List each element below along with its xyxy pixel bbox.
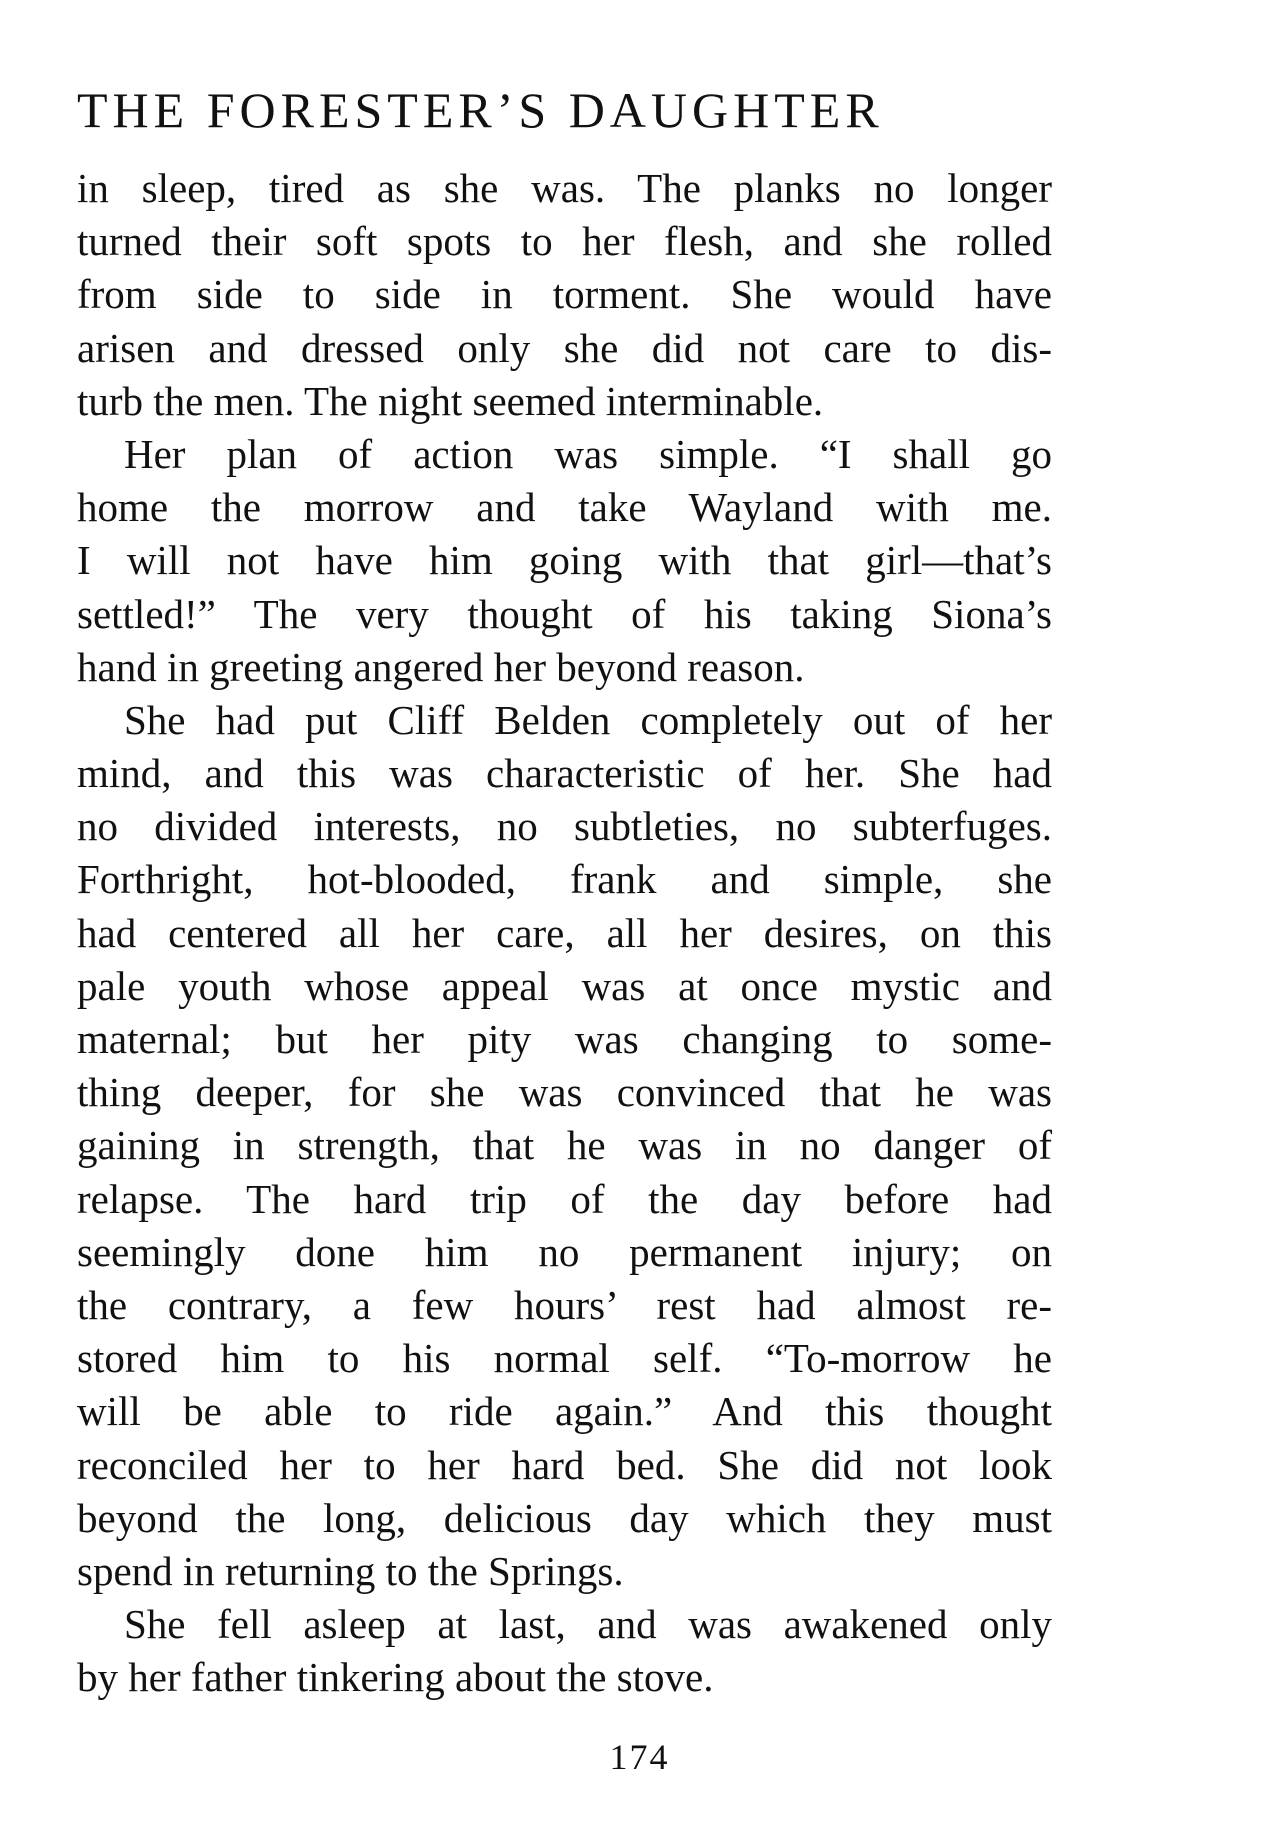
text-line: pale youth whose appeal was at once mystic and (77, 962, 1052, 1009)
text-line: will be able to ride again.” And this thought (77, 1388, 1052, 1435)
text-line: beyond the long, delicious day which they must (77, 1494, 1052, 1541)
text-line: gaining in strength, that he was in no danger of (77, 1122, 1052, 1169)
text-line: from side to side in torment. She would have (77, 271, 1052, 318)
text-line: had centered all her care, all her desires, on this (77, 909, 1052, 956)
text-line: seemingly done him no permanent injury; on (77, 1228, 1052, 1275)
text-line: turb the men. The night seemed interminable. (77, 377, 824, 424)
text-line: mind, and this was characteristic of her. She had (77, 750, 1052, 797)
text-line: Her plan of action was simple. “I shall go (124, 430, 1052, 477)
text-line: turned their soft spots to her flesh, and she rolled (77, 218, 1052, 265)
text-line: settled!” The very thought of his taking Siona’s (77, 590, 1052, 637)
text-line: She had put Cliff Belden completely out of her (124, 696, 1052, 743)
text-line: thing deeper, for she was convinced that he was (77, 1069, 1052, 1116)
text-line: no divided interests, no subtleties, no subterfuges. (77, 803, 1052, 850)
text-line: by her father tinkering about the stove. (77, 1654, 714, 1701)
text-line: stored him to his normal self. “To-morrow he (77, 1335, 1052, 1382)
text-line: hand in greeting angered her beyond reason. (77, 643, 805, 690)
text-line: Forthright, hot-blooded, frank and simple, she (77, 856, 1052, 903)
text-line: She fell asleep at last, and was awakened only (124, 1601, 1052, 1648)
text-line: arisen and dressed only she did not care to dis- (77, 324, 1052, 371)
page-number: 174 (609, 1737, 670, 1777)
text-line: the contrary, a few hours’ rest had almost re- (77, 1281, 1052, 1328)
text-line: relapse. The hard trip of the day before had (77, 1175, 1052, 1222)
text-line: home the morrow and take Wayland with me. (77, 484, 1052, 531)
text-line: spend in returning to the Springs. (77, 1547, 624, 1594)
text-line: reconciled her to her hard bed. She did not look (77, 1441, 1052, 1488)
text-line: in sleep, tired as she was. The planks no longer (77, 165, 1052, 211)
text-line: I will not have him going with that girl—that’s (77, 537, 1052, 584)
running-head: THE FORESTER’S DAUGHTER (77, 82, 884, 138)
body-text (77, 162, 1052, 1704)
text-line: maternal; but her pity was changing to some- (77, 1016, 1052, 1062)
